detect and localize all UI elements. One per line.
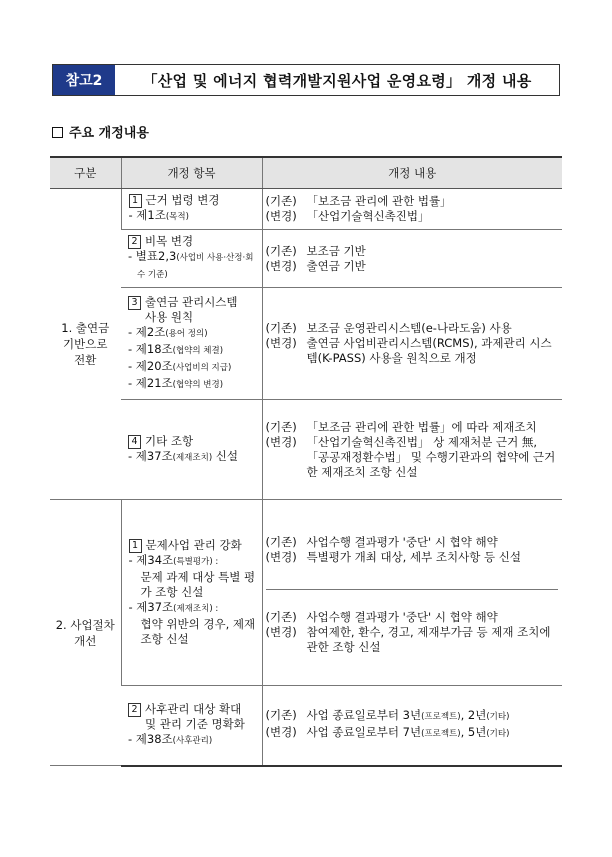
revision-item [121,288,262,400]
before-text-mid: , 2년 [460,708,487,723]
item-title: 비목 변경 [145,234,194,248]
before-tag: (기존) [265,321,297,335]
after-text: 「산업기술혁신촉진법」 [306,209,430,223]
before-note: (기타) [486,712,510,723]
before-text: 사업수행 결과평가 '중단' 시 협약 해약 [306,534,498,549]
category-2-line: 2. 사업절차 [55,617,115,632]
table-header-row [50,157,562,189]
after-text: 참여제한, 환수, 경고, 제재부가금 등 제재 조치에 관한 조항 신설 [306,624,551,654]
item-article-desc: 문제 과제 대상 특별 평가 조항 신설 [140,570,256,599]
category-1-line: 전환 [74,353,97,367]
before-tag: (기존) [265,243,297,258]
after-tag: (변경) [265,209,297,223]
item-title-cont: 및 관리 기준 명확화 [145,716,245,731]
revision-item [121,189,262,230]
table-row [50,230,562,288]
item-article-note: (사후관리) [172,735,213,746]
after-tag: (변경) [265,725,297,740]
item-article-tail: 신설 [212,448,239,463]
category-2 [50,500,121,766]
before-text-main: 사업 종료일로부터 3년 [306,708,422,723]
revision-item [121,400,262,500]
item-title: 사후관리 대상 확대 [145,701,242,716]
document-title: 「산업 및 에너지 협력개발지원사업 운영요령」 개정 내용 [142,71,532,90]
after-tag: (변경) [265,624,297,639]
item-article-note: (사업비 사용·산정·회수 기준) [137,253,254,280]
after-tag: (변경) [265,336,297,350]
table-row [50,686,562,766]
item-number-box: 2 [128,235,141,249]
item-number-box: 4 [128,435,141,449]
item-number-box: 1 [129,539,142,553]
item-article: - 제21조 [128,375,173,390]
table-row [50,500,562,686]
table-row [50,288,562,400]
before-text: 사업수행 결과평가 '중단' 시 협약 해약 [306,609,498,624]
item-article-desc: 협약 위반의 경우, 제재 조항 신설 [140,617,256,646]
revision-content [262,189,562,230]
before-tag: (기존) [265,194,297,208]
revision-table [50,156,562,767]
before-tag: (기존) [265,534,297,549]
before-text [307,708,559,725]
table-row [50,400,562,500]
after-text: 「산업기술혁신촉진법」 상 제재처분 근거 無, 「공공재정환수법」 및 수행기관과의 협약에 근거한 제재조치 조항 신설 [306,434,556,479]
column-header-item: 개정 항목 [121,157,262,189]
item-article: - 제34조 [128,553,174,567]
after-note: (기타) [486,729,510,740]
item-article-note: (목적) [165,212,189,222]
revision-content [262,288,562,400]
before-text: 「보조금 관리에 관한 법률」 [306,194,452,208]
before-tag: (기존) [265,609,297,624]
revision-content [262,400,562,500]
section-heading [52,122,149,141]
content-pair [266,511,559,589]
item-article-note: (협약의 체결) [172,345,224,356]
after-tag: (변경) [265,258,297,273]
item-article-note: (사업비의 지급) [172,362,232,373]
revision-item [121,686,262,766]
table-row [50,189,562,230]
revision-item [121,500,262,686]
before-text: 보조금 운영관리시스템(e-나라도움) 사용 [306,321,512,335]
item-article-note: (제재조치) : [173,604,219,614]
item-title: 문제사업 관리 강화 [145,538,242,552]
reference-tag: 참고2 [53,65,115,95]
after-text-mid: , 5년 [460,725,487,740]
revision-content [262,500,562,686]
after-text: 출연금 기반 [306,258,366,273]
item-article: - 제1조 [128,208,166,222]
column-header-content: 개정 내용 [262,157,562,189]
item-article: - 제18조 [128,341,173,356]
column-header-category: 구분 [50,157,121,189]
category-2-line: 개선 [74,633,97,648]
item-number-box: 1 [129,194,142,208]
category-1-line: 기반으로 [63,337,108,351]
content-pair [266,589,559,675]
after-text: 출연금 사업비관리시스템(RCMS), 과제관리 시스템(K-PASS) 사용을 원칙으로 개정 [306,336,552,365]
item-article: - 제20조 [128,358,173,373]
item-number-box: 3 [128,296,141,310]
item-article-note: (특별평가) : [173,557,219,567]
item-article: - 별표2,3 [128,249,177,263]
revision-content [262,686,562,766]
item-title: 기타 조항 [145,433,194,448]
item-article: - 제37조 [128,448,173,463]
item-article-note: (제재조치) [172,452,213,463]
after-text [307,725,559,742]
after-tag: (변경) [265,549,297,564]
category-1-line: 1. 출연금 [61,321,110,335]
item-title: 출연금 관리시스템 [145,294,238,309]
category-1 [50,189,121,500]
title-bar [52,64,560,96]
item-article: - 제37조 [128,600,174,614]
after-text-main: 사업 종료일로부터 7년 [306,725,422,740]
item-number-box: 2 [128,703,141,717]
before-text: 보조금 기반 [306,243,366,258]
item-title: 근거 법령 변경 [145,193,220,207]
item-article-note: (협약의 변경) [172,379,224,390]
revision-content [262,230,562,288]
before-text: 「보조금 관리에 관한 법률」에 따라 제재조치 [306,419,537,434]
before-tag: (기존) [265,708,297,723]
item-title-cont: 사용 원칙 [145,309,194,324]
before-note: (프로젝트) [421,712,461,723]
after-text: 특별평가 개최 대상, 세부 조치사항 등 신설 [306,549,521,564]
after-tag: (변경) [265,434,297,449]
before-tag: (기존) [265,419,297,434]
checkbox-square-icon [52,127,63,138]
item-article-note: (용어 정의) [165,328,208,339]
section-heading-text: 주요 개정내용 [69,126,149,141]
item-article: - 제2조 [128,324,166,339]
item-article: - 제38조 [128,731,173,746]
revision-item [121,230,262,288]
after-note: (프로젝트) [421,729,461,740]
